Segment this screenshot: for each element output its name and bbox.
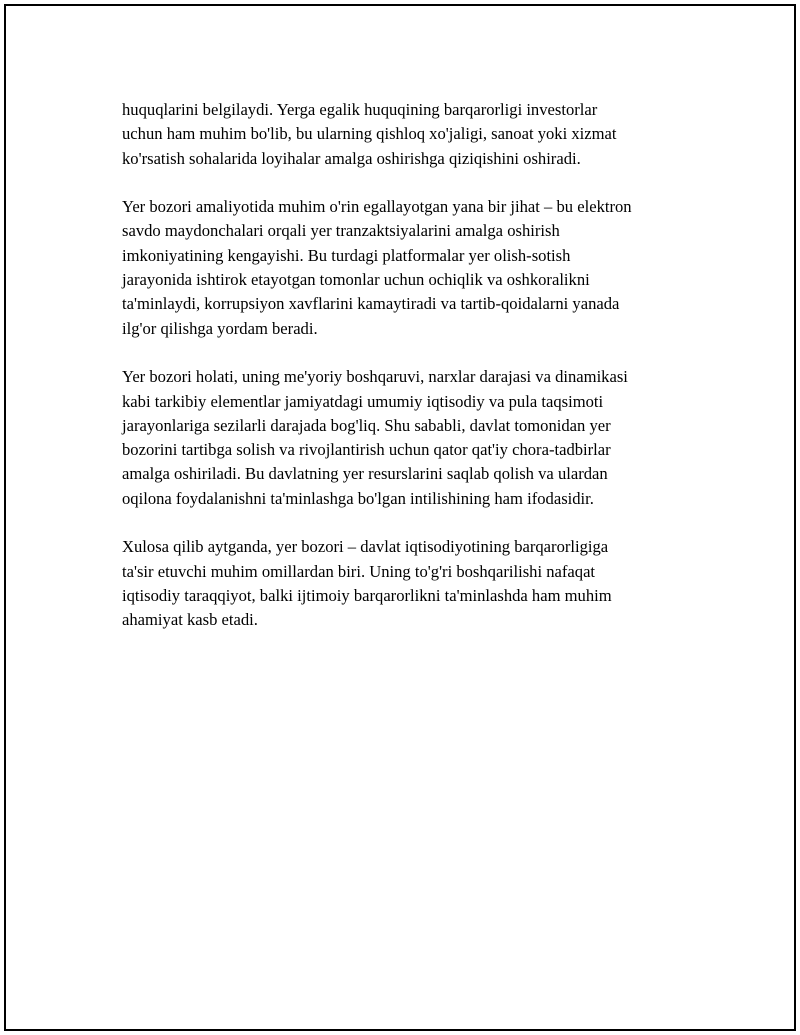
paragraph-line: ta'sir etuvchi muhim omillardan biri. Uning to'g'ri boshqarilishi nafaqat (122, 561, 596, 581)
paragraph-4 (122, 535, 702, 632)
paragraph-line: iqtisodiy taraqqiyot, balki ijtimoiy barqarorlikni ta'minlashda ham muhim (122, 585, 612, 605)
paragraph-line: huquqlarini belgilaydi. Yerga egalik huquqining barqarorligi investorlar (122, 100, 598, 119)
paragraph-2 (122, 195, 702, 341)
paragraph-line: savdo maydonchalari orqali yer tranzaktsiyalarini amalga oshirish (122, 221, 560, 241)
paragraph-line: oqilona foydalanishni ta'minlashga bo'lgan intilishining ham ifodasidir. (122, 488, 594, 508)
paragraph-line: ta'minlaydi, korrupsiyon xavflarini kamaytiradi va tartib-qoidalarni yanada (122, 294, 620, 314)
paragraph-line: amalga oshiriladi. Bu davlatning yer resurslarini saqlab qolish va ulardan (122, 464, 608, 484)
paragraph-line: jarayonida ishtirok etayotgan tomonlar uchun ochiqlik va oshkoralikni (122, 270, 590, 290)
document-page (4, 4, 796, 1031)
paragraph-line: Xulosa qilib aytganda, yer bozori – davlat iqtisodiyotining barqarorligiga (122, 537, 609, 557)
paragraph-line: kabi tarkibiy elementlar jamiyatdagi umumiy iqtisodiy va pula taqsimoti (122, 391, 604, 411)
document-body (122, 98, 702, 657)
paragraph-line: imkoniyatining kengayishi. Bu turdagi platformalar yer olish-sotish (122, 245, 571, 265)
paragraph-line: bozorini tartibga solish va rivojlantirish uchun qator qat'iy chora-tadbirlar (122, 440, 611, 460)
paragraph-line: ko'rsatish sohalarida loyihalar amalga oshirishga qiziqishini oshiradi. (122, 148, 581, 168)
paragraph-line: Yer bozori amaliyotida muhim o'rin egallayotgan yana bir jihat – bu elektron (122, 197, 632, 217)
paragraph-line: ilg'or qilishga yordam beradi. (122, 318, 318, 338)
paragraph-line: jarayonlariga sezilarli darajada bog'liq. Shu sababli, davlat tomonidan yer (122, 415, 611, 435)
paragraph-line: uchun ham muhim bo'lib, bu ularning qishloq xo'jaligi, sanoat yoki xizmat (122, 124, 617, 144)
paragraph-3 (122, 365, 702, 511)
paragraph-line: ahamiyat kasb etadi. (122, 610, 258, 630)
paragraph-1 (122, 98, 702, 171)
paragraph-line: Yer bozori holati, uning me'yoriy boshqaruvi, narxlar darajasi va dinamikasi (122, 367, 628, 387)
